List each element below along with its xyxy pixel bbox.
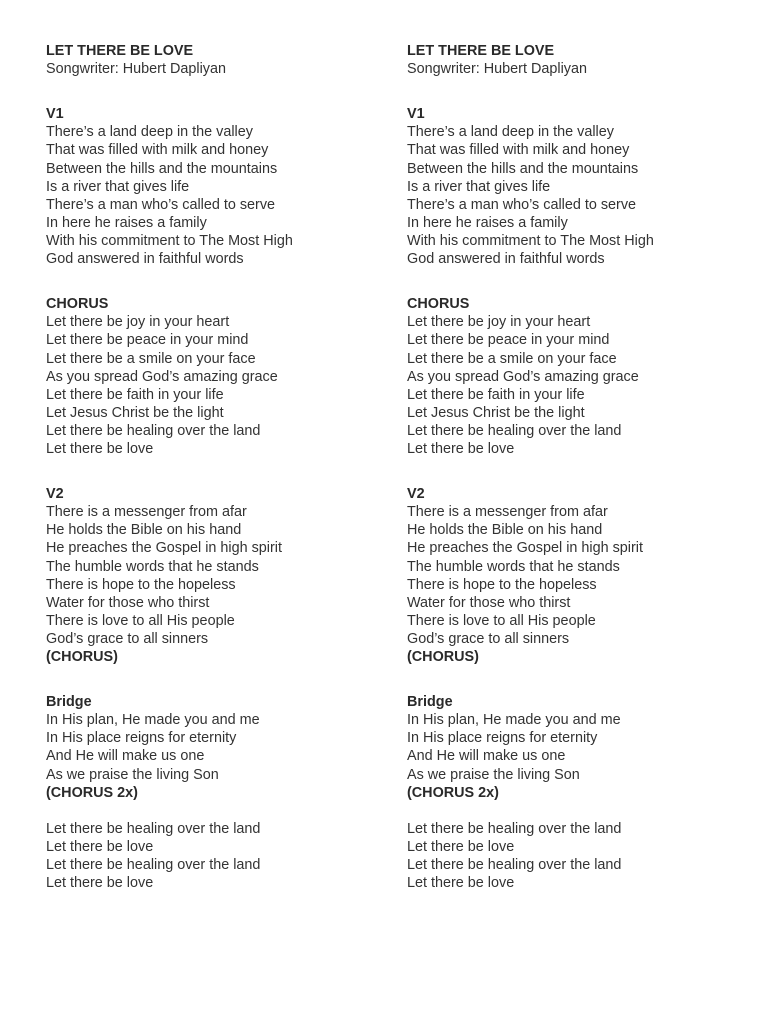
lyric-line: That was filled with milk and honey: [407, 142, 630, 159]
lyric-line: In His place reigns for eternity: [46, 730, 237, 747]
lyrics-column-left: [46, 42, 376, 892]
spacer: [407, 684, 737, 693]
lyric-line: Water for those who thirst: [46, 594, 210, 611]
lyric-line: With his commitment to The Most High: [407, 232, 654, 249]
section-label-v1: V1: [407, 106, 425, 123]
spacer: [46, 78, 376, 96]
lyric-line: Let there be joy in your heart: [407, 314, 591, 331]
lyric-line: Let there be healing over the land: [46, 422, 261, 439]
spacer: [46, 476, 376, 485]
songwriter: Songwriter: Hubert Dapliyan: [46, 61, 226, 78]
lyric-line: Let there be love: [407, 875, 515, 892]
lyric-line: Let there be faith in your life: [46, 386, 224, 403]
section-note-v2: (CHORUS): [407, 649, 479, 665]
lyric-line: Let there be love: [407, 838, 515, 855]
lyric-line: In here he raises a family: [407, 214, 568, 231]
spacer: [407, 96, 737, 105]
songwriter: Songwriter: Hubert Dapliyan: [407, 61, 587, 78]
lyric-line: In His plan, He made you and me: [407, 712, 621, 729]
lyric-line: God answered in faithful words: [407, 251, 605, 268]
spacer: [407, 666, 737, 684]
lyric-line: There is hope to the hopeless: [46, 576, 236, 593]
section-label-v2: V2: [46, 486, 64, 503]
spacer: [46, 268, 376, 286]
lyric-line: Let there be faith in your life: [407, 386, 585, 403]
lyric-line: Let there be healing over the land: [46, 857, 261, 874]
spacer: [407, 286, 737, 295]
lyric-line: There’s a land deep in the valley: [46, 124, 253, 141]
lyric-line: Let there be healing over the land: [46, 820, 261, 837]
spacer: [407, 78, 737, 96]
lyric-line: In here he raises a family: [46, 214, 207, 231]
lyric-line: Is a river that gives life: [46, 178, 190, 195]
lyric-line: As you spread God’s amazing grace: [407, 368, 639, 385]
lyric-line: There is love to all His people: [46, 612, 235, 629]
lyric-line: There’s a man who’s called to serve: [46, 196, 276, 213]
section-note-bridge: (CHORUS 2x): [407, 784, 499, 801]
lyric-line: Let there be peace in your mind: [46, 332, 249, 349]
lyric-line: As you spread God’s amazing grace: [46, 368, 278, 385]
spacer: [407, 458, 737, 476]
lyric-line: There’s a land deep in the valley: [407, 124, 614, 141]
spacer: [407, 476, 737, 485]
section-label-bridge: Bridge: [46, 694, 92, 711]
lyric-line: There is love to all His people: [407, 612, 596, 629]
lyric-line: With his commitment to The Most High: [46, 232, 293, 249]
lyric-line: God’s grace to all sinners: [46, 630, 209, 647]
lyric-line: Let there be joy in your heart: [46, 314, 230, 331]
lyric-line: Between the hills and the mountains: [46, 160, 278, 177]
lyric-line: Let there be love: [46, 875, 154, 892]
lyric-line: Let there be love: [46, 440, 154, 457]
lyric-line: Let there be peace in your mind: [407, 332, 610, 349]
lyric-line: The humble words that he stands: [407, 558, 620, 575]
spacer: [46, 666, 376, 684]
lyric-line: As we praise the living Son: [46, 766, 219, 783]
lyric-line: He holds the Bible on his hand: [46, 522, 242, 539]
lyric-line: Between the hills and the mountains: [407, 160, 639, 177]
lyric-line: There is a messenger from afar: [407, 504, 608, 521]
section-note-bridge: (CHORUS 2x): [46, 784, 138, 801]
lyric-line: That was filled with milk and honey: [46, 142, 269, 159]
lyric-line: As we praise the living Son: [407, 766, 580, 783]
lyric-line: Let Jesus Christ be the light: [407, 404, 585, 421]
section-label-v2: V2: [407, 486, 425, 503]
lyric-line: Let there be love: [407, 440, 515, 457]
lyric-line: And He will make us one: [46, 748, 205, 765]
lyric-line: There’s a man who’s called to serve: [407, 196, 637, 213]
lyric-line: And He will make us one: [407, 748, 566, 765]
lyric-line: Let there be a smile on your face: [407, 350, 617, 367]
spacer: [46, 684, 376, 693]
spacer: [46, 802, 376, 820]
lyric-line: Is a river that gives life: [407, 178, 551, 195]
lyric-line: God answered in faithful words: [46, 251, 244, 268]
lyric-line: There is a messenger from afar: [46, 504, 247, 521]
lyrics-column-right: [407, 42, 737, 892]
lyric-line: Let there be healing over the land: [407, 857, 622, 874]
section-note-v2: (CHORUS): [46, 649, 118, 665]
lyric-line: Let there be love: [46, 838, 154, 855]
lyric-line: In His place reigns for eternity: [407, 730, 598, 747]
lyric-line: Let Jesus Christ be the light: [46, 404, 224, 421]
spacer: [46, 458, 376, 476]
lyric-line: He preaches the Gospel in high spirit: [407, 540, 643, 557]
spacer: [407, 268, 737, 286]
lyric-line: Water for those who thirst: [407, 594, 571, 611]
lyric-line: He holds the Bible on his hand: [407, 522, 603, 539]
song-title: LET THERE BE LOVE: [46, 43, 194, 59]
section-label-chorus: CHORUS: [46, 296, 109, 313]
spacer: [46, 286, 376, 295]
spacer: [407, 802, 737, 820]
section-label-chorus: CHORUS: [407, 296, 470, 313]
lyric-line: The humble words that he stands: [46, 558, 259, 575]
lyric-line: In His plan, He made you and me: [46, 712, 260, 729]
lyric-line: Let there be healing over the land: [407, 820, 622, 837]
lyric-line: Let there be a smile on your face: [46, 350, 256, 367]
spacer: [46, 96, 376, 105]
lyric-line: Let there be healing over the land: [407, 422, 622, 439]
lyric-line: He preaches the Gospel in high spirit: [46, 540, 282, 557]
section-label-v1: V1: [46, 106, 64, 123]
lyric-line: There is hope to the hopeless: [407, 576, 597, 593]
song-title: LET THERE BE LOVE: [407, 43, 555, 59]
section-label-bridge: Bridge: [407, 694, 453, 711]
lyric-line: God’s grace to all sinners: [407, 630, 570, 647]
